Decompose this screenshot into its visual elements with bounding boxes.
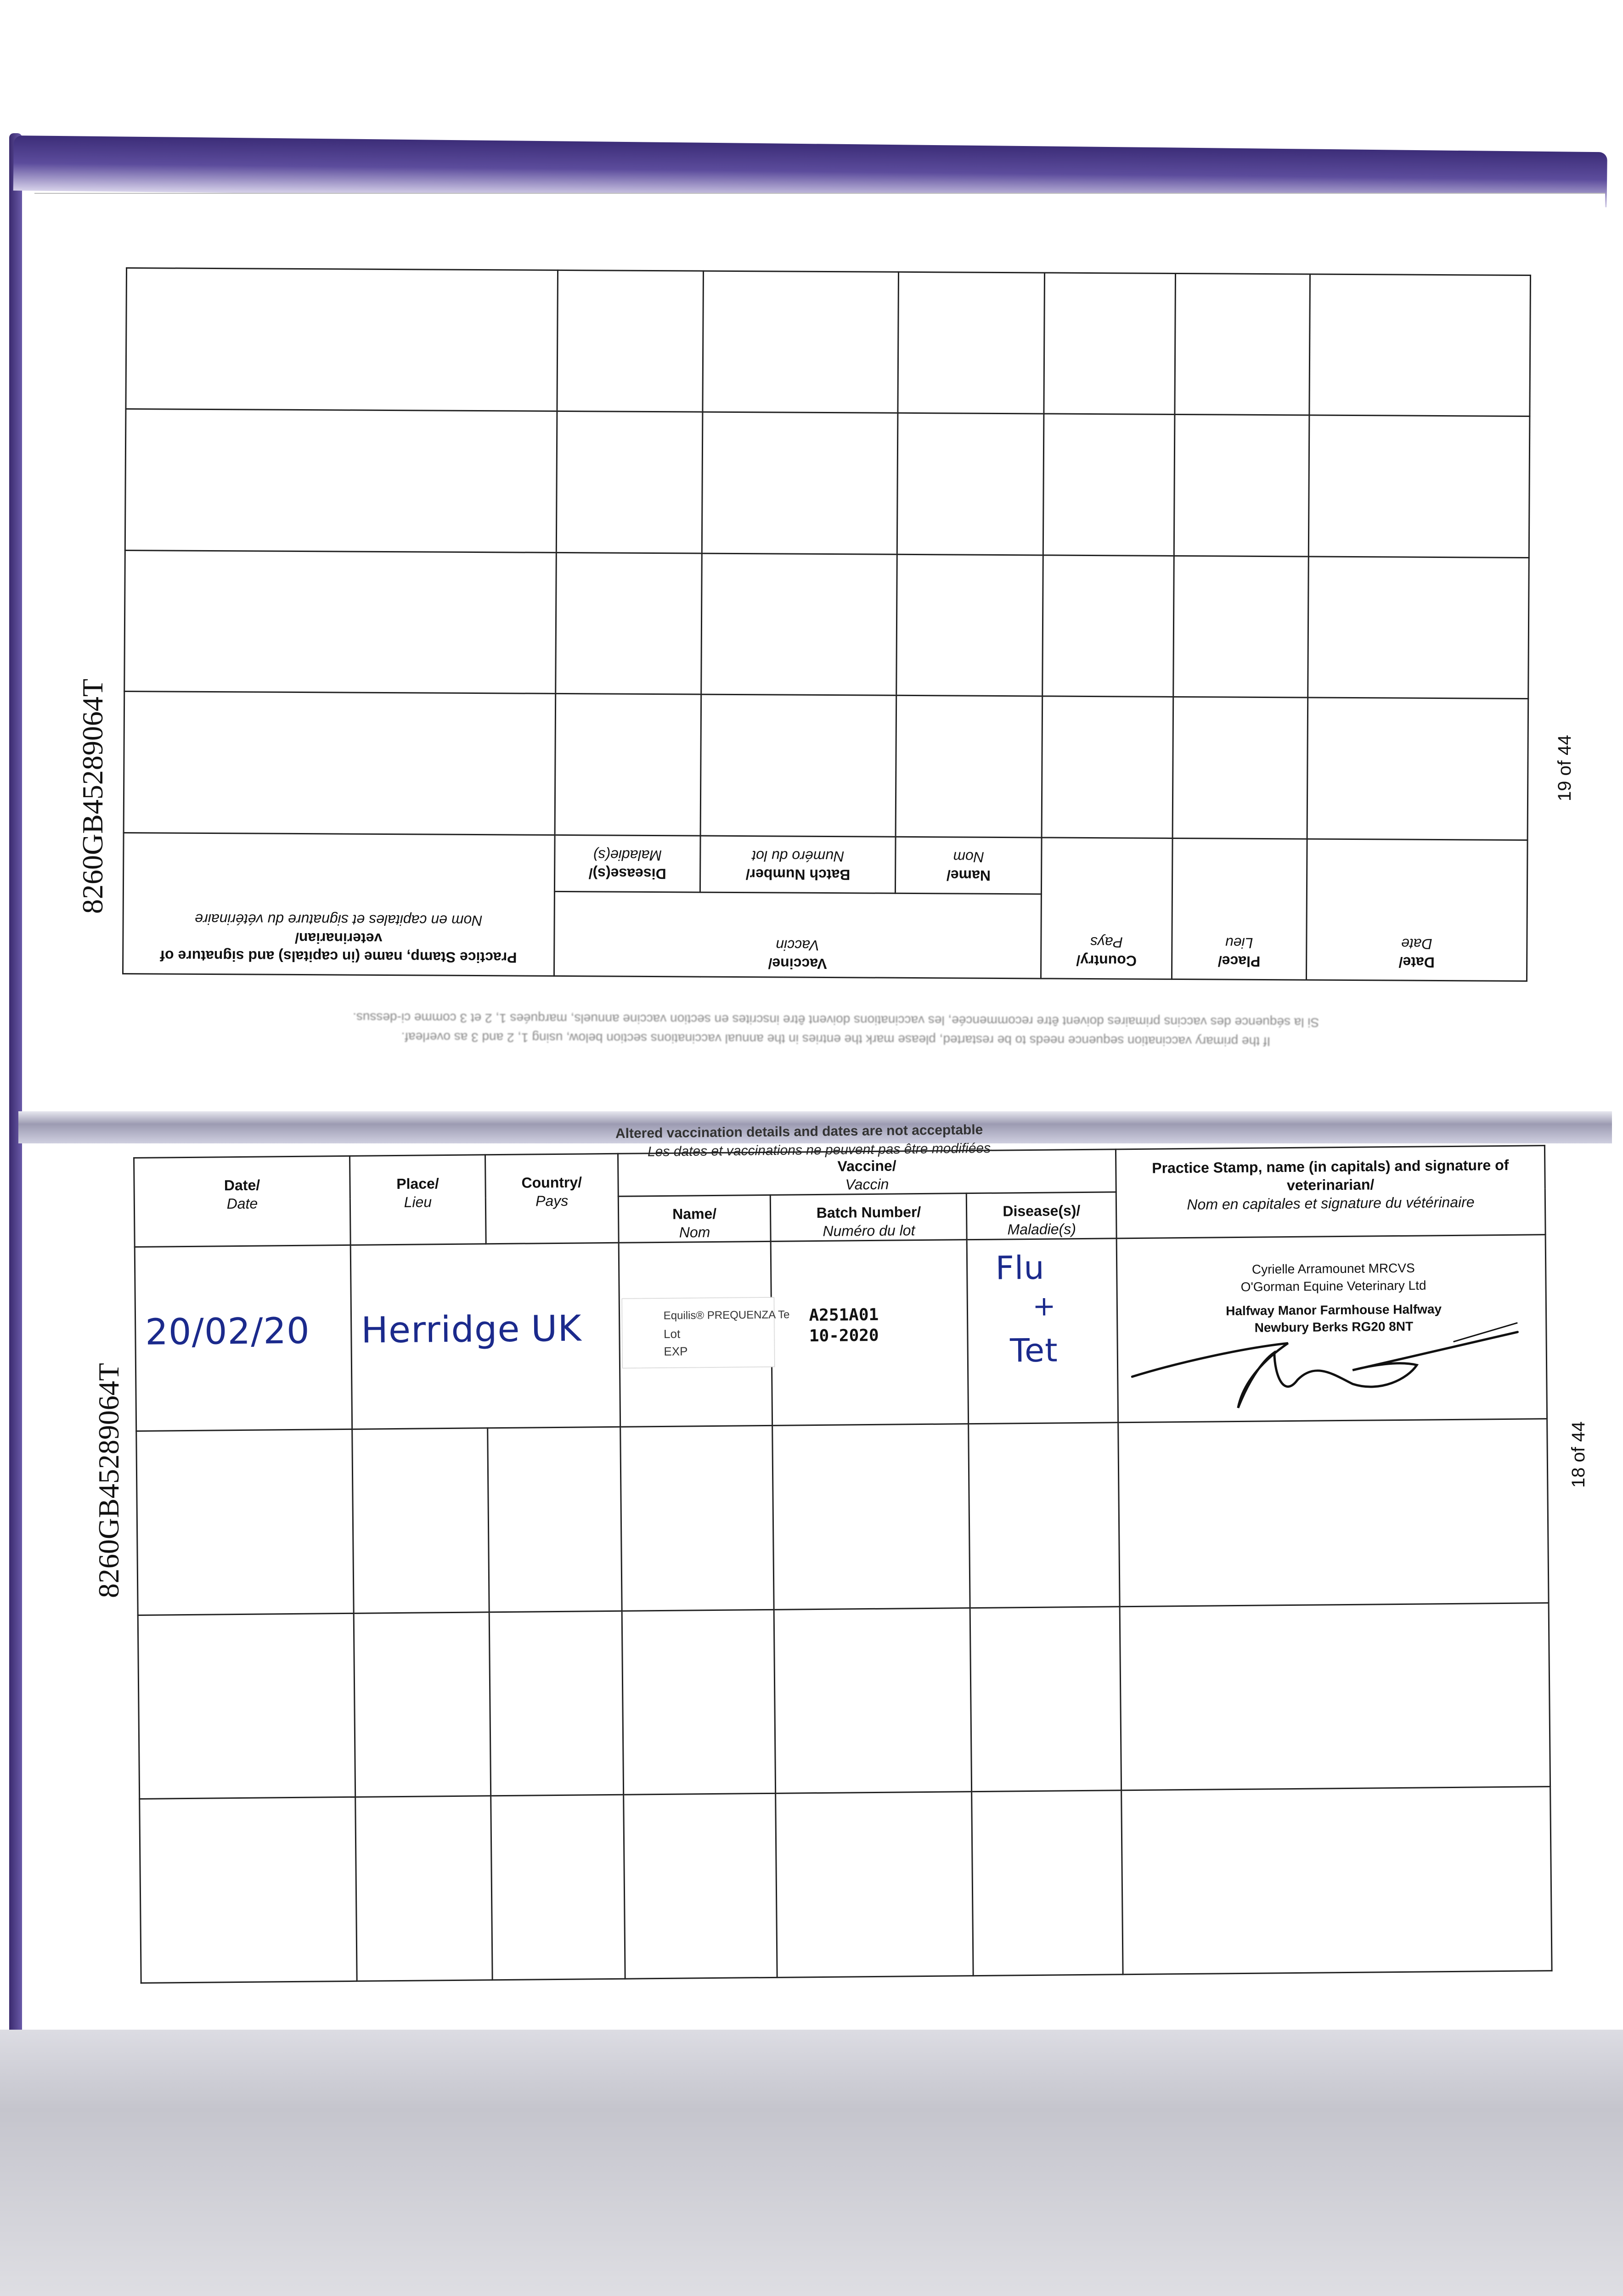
header-place: Place/ Lieu	[350, 1155, 486, 1245]
header-country: Country/ Pays	[1041, 838, 1172, 979]
entry-batch-number: A251A01	[809, 1305, 879, 1325]
header-place: Place/ Lieu	[1172, 838, 1307, 980]
serial-number-lower: 8260GB45289064T	[92, 1363, 125, 1598]
upper-vaccination-table	[122, 267, 1531, 982]
table-row	[126, 268, 1531, 416]
table-row-entry	[135, 1235, 1547, 1431]
entry-date-cell	[135, 1245, 352, 1431]
entry-date: 20/02/20	[145, 1310, 310, 1353]
vet-signature	[1122, 1305, 1527, 1418]
header-disease: Disease(s)/ Maladie(s)	[967, 1192, 1116, 1240]
entry-country: UK	[530, 1308, 582, 1350]
entry-disease-2: +	[1032, 1290, 1056, 1322]
header-stamp: Practice Stamp, name (in capitals) and signature of veterinarian/ Nom en capitales et signature du vétérinaire	[1116, 1146, 1546, 1238]
page-number-lower: 18 of 44	[1568, 1421, 1589, 1488]
header-disease: Disease(s)/ Maladie(s)	[554, 835, 701, 892]
header-stamp: Practice Stamp, name (in capitals) and signature of veterinarian/ Nom en capitales et signature du vétérinaire	[123, 833, 554, 976]
header-vaccine: Vaccine/ Vaccin	[618, 1149, 1116, 1196]
table-row	[125, 409, 1530, 557]
table-row	[138, 1603, 1550, 1799]
header-batch: Batch Number/ Numéro du lot	[700, 836, 896, 893]
vaccine-sticker: Equilis® PREQUENZA Te Lot EXP	[621, 1297, 774, 1368]
entry-batch-cell	[771, 1240, 969, 1425]
entry-disease-cell	[967, 1238, 1118, 1424]
header-vaccine: Vaccine/ Vaccin	[554, 891, 1042, 979]
entry-place-country-cell	[350, 1243, 620, 1429]
entry-disease-1: Flu	[995, 1249, 1045, 1287]
entry-disease-3: Tet	[1009, 1331, 1058, 1370]
restart-note: If the primary vaccination sequence needs to be restarted, please mark the entries in the annual vaccinations section below, using 1, 2 and 3 as overleaf. Si la séquence des vaccins primaires doivent être recommencée, les vaccinations doivent être inscrites en section vaccine annuels, marquées 1, 2 et 3 comme ci-dessus.	[352, 1010, 1319, 1049]
table-row	[140, 1787, 1552, 1983]
table-row	[124, 692, 1528, 840]
table-row	[124, 550, 1529, 698]
header-batch: Batch Number/ Numéro du lot	[771, 1193, 967, 1242]
booklet-edge	[9, 133, 22, 2062]
altered-warning-en: Altered vaccination details and dates are not acceptable	[615, 1122, 983, 1142]
entry-vaccine-name-cell	[619, 1241, 790, 1427]
entry-place: Herridge	[361, 1308, 520, 1351]
header-country: Country/ Pays	[485, 1154, 618, 1244]
table-row	[136, 1418, 1549, 1615]
header-name: Name/ Nom	[896, 837, 1042, 894]
header-date: Date/ Date	[1307, 839, 1528, 981]
entry-stamp-cell	[1116, 1235, 1547, 1423]
lower-vaccination-table	[133, 1145, 1553, 1984]
practice-stamp: Cyrielle Arramounet MRCVS O'Gorman Equine Veterinary Ltd Halfway Manor Farmhouse Halfway Newbury Berks RG20 8NT	[1225, 1261, 1442, 1335]
entry-batch-exp: 10-2020	[809, 1326, 879, 1346]
header-name: Name/ Nom	[618, 1195, 771, 1243]
altered-warning-fr: Les dates et vaccinations ne peuvent pas être modifiées	[647, 1141, 991, 1159]
page-number-upper: 19 of 44	[1555, 735, 1575, 801]
serial-number-upper: 8260GB45289064T	[76, 679, 109, 914]
scan-bottom-shadow	[0, 2030, 1623, 2296]
header-date: Date/ Date	[134, 1156, 351, 1247]
